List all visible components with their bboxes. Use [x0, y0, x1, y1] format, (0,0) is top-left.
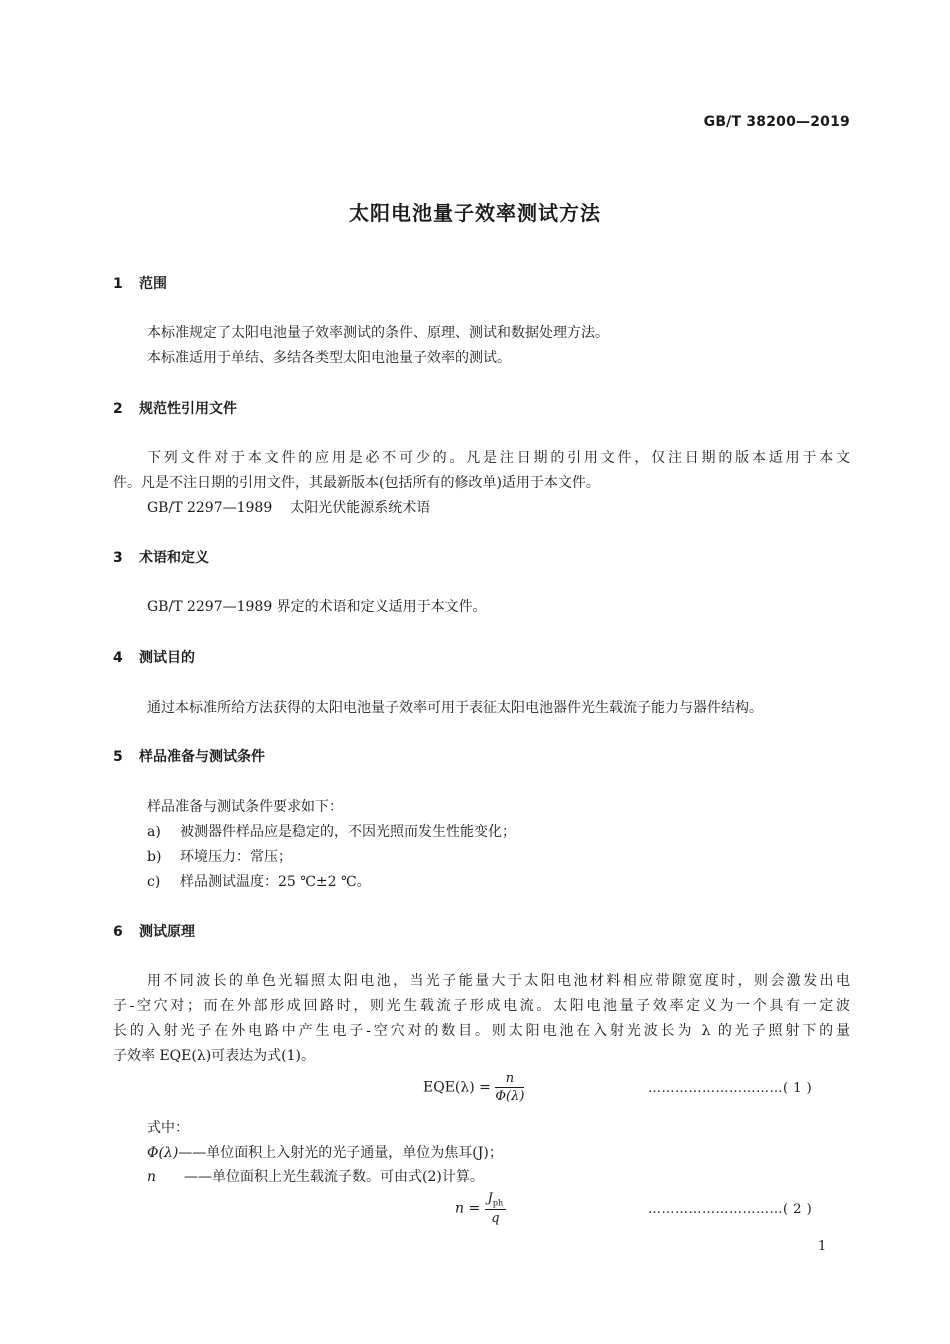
s6-paragraph-line-3 — [113, 1020, 850, 1040]
section-title: 测试原理 — [139, 924, 195, 940]
s4-paragraph-1: 通过本标准所给方法获得的太阳电池量子效率可用于表征太阳电池器件光生载流子能力与器件结构。 — [147, 700, 763, 716]
list-marker: a) — [147, 824, 161, 840]
section-heading-6 — [113, 921, 195, 941]
equation-2-number: …………………………( 2 ) — [648, 1202, 813, 1217]
list-item — [147, 846, 292, 866]
s6-line-1-text: 用不同波长的单色光辐照太阳电池，当光子能量大于太阳电池材料相应带隙宽度时，则会激发出电 — [147, 973, 850, 989]
section-number: 5 — [113, 749, 123, 765]
section-number: 4 — [113, 650, 123, 666]
s2-paragraph-line-1 — [147, 447, 850, 467]
s1-paragraph-1: 本标准规定了太阳电池量子效率测试的条件、原理、测试和数据处理方法。 — [147, 325, 609, 341]
equation-1-number: …………………………( 1 ) — [648, 1081, 813, 1096]
section-title: 样品准备与测试条件 — [139, 749, 265, 765]
eq2-num-main: J — [487, 1191, 493, 1206]
s2-paragraph-line-2: 件。凡是不注日期的引用文件，其最新版本(包括所有的修改单)适用于本文件。 — [113, 475, 600, 491]
section-number: 3 — [113, 550, 123, 566]
section-heading-3 — [113, 547, 209, 567]
equation-1-denominator: Φ(λ) — [495, 1089, 525, 1104]
equation-2 — [455, 1191, 506, 1226]
list-item — [147, 821, 516, 841]
where-label: 式中： — [147, 1120, 189, 1136]
section-title: 范围 — [139, 276, 167, 292]
section-number: 2 — [113, 401, 123, 417]
definition-n — [147, 1166, 484, 1186]
list-item-text: 环境压力：常压； — [180, 849, 292, 865]
eq2-num-sub: ph — [492, 1198, 504, 1208]
s3-paragraph-1: GB/T 2297—1989 界定的术语和定义适用于本文件。 — [147, 599, 487, 615]
equation-2-lhs: n = — [455, 1200, 481, 1217]
definition-symbol: Φ(λ) — [147, 1145, 179, 1161]
section-heading-4 — [113, 647, 195, 667]
standard-number: GB/T 38200—2019 — [703, 114, 850, 130]
s6-line-3-text: 长的入射光子在外电路中产生电子-空穴对的数目。则太阳电池在入射光波长为 λ 的光子照射下的量 — [113, 1023, 850, 1039]
definition-phi — [147, 1142, 503, 1162]
section-title: 测试目的 — [139, 650, 195, 666]
definition-text: ——单位面积上光生载流子数。可由式(2)计算。 — [184, 1169, 484, 1185]
equation-1-lhs: EQE(λ) = — [423, 1079, 491, 1096]
reference-title: 太阳光伏能源系统术语 — [290, 500, 431, 516]
reference-code: GB/T 2297—1989 — [147, 500, 273, 516]
list-item-text: 被测器件样品应是稳定的，不因光照而发生性能变化； — [180, 824, 516, 840]
definition-text: ——单位面积上入射光的光子通量，单位为焦耳(J)； — [178, 1145, 503, 1161]
equation-2-numerator — [485, 1191, 507, 1210]
equation-2-denominator: q — [491, 1210, 500, 1226]
s6-paragraph-line-1 — [147, 970, 850, 990]
s6-line-2-text: 子-空穴对；而在外部形成回路时，则光生载流子形成电流。太阳电池量子效率定义为一个具有一定波 — [113, 998, 850, 1014]
document-title: 太阳电池量子效率测试方法 — [349, 201, 601, 225]
list-item-text: 样品测试温度：25 ℃±2 ℃。 — [180, 874, 371, 890]
section-number: 6 — [113, 924, 123, 940]
s6-paragraph-line-2 — [113, 995, 850, 1015]
definition-symbol: n — [147, 1169, 157, 1185]
s6-paragraph-line-4: 子效率 EQE(λ)可表达为式(1)。 — [113, 1048, 315, 1064]
equation-1-numerator: n — [495, 1071, 524, 1088]
section-number: 1 — [113, 276, 123, 292]
list-marker: c) — [147, 874, 161, 890]
page-number: 1 — [818, 1239, 827, 1254]
section-title: 术语和定义 — [139, 550, 209, 566]
equation-2-fraction — [485, 1191, 507, 1226]
list-item — [147, 871, 371, 891]
section-heading-1 — [113, 273, 167, 293]
section-heading-2 — [113, 398, 237, 418]
list-marker: b) — [147, 849, 162, 865]
s2-line-1-text: 下列文件对于本文件的应用是必不可少的。凡是注日期的引用文件，仅注日期的版本适用于本文 — [147, 450, 850, 466]
equation-1-fraction — [495, 1071, 524, 1104]
s5-intro: 样品准备与测试条件要求如下： — [147, 799, 343, 815]
section-heading-5 — [113, 746, 265, 766]
equation-1 — [423, 1071, 524, 1104]
section-title: 规范性引用文件 — [139, 401, 237, 417]
s1-paragraph-2: 本标准适用于单结、多结各类型太阳电池量子效率的测试。 — [147, 350, 511, 366]
s2-reference — [147, 497, 430, 517]
